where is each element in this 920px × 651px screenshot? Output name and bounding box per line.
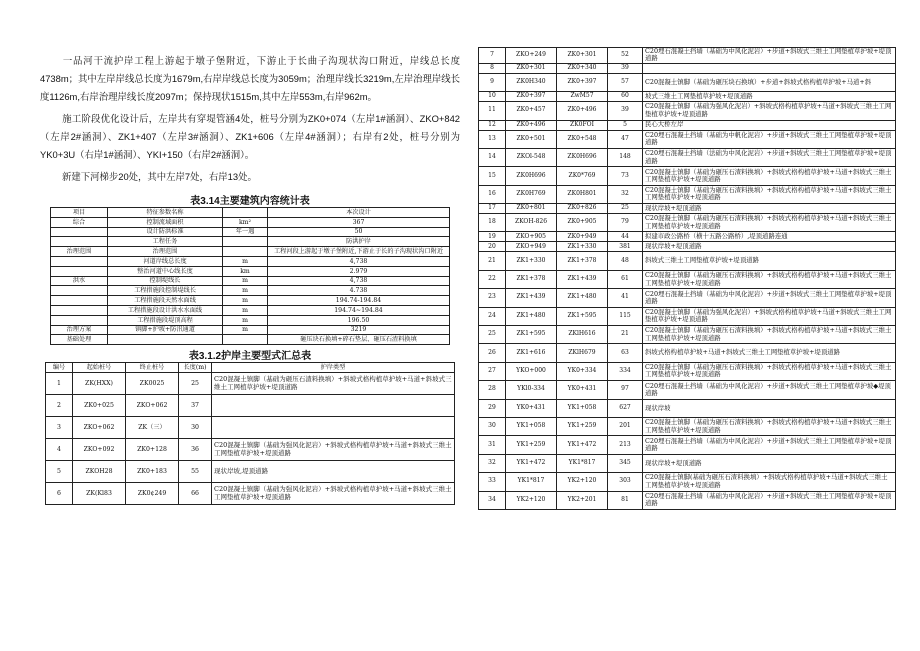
- header-cell: 起始桩号: [73, 363, 126, 373]
- table-cell: 16: [479, 185, 506, 203]
- table-cell: 9: [479, 73, 506, 91]
- table-cell: YK0+334: [557, 362, 608, 380]
- table-cell: ZK1+439: [557, 270, 608, 288]
- table-cell: C20埋石混凝土挡墙（基础为中风化泥岩）+步道+斜坡式三维土工网垫植草护坡+堤顶道路: [643, 436, 896, 454]
- table-cell: 控制流域面积: [108, 217, 223, 227]
- header-cell: 护岸类型: [212, 363, 455, 373]
- table-row: [479, 242, 896, 252]
- table-row: [479, 252, 896, 270]
- header-cell: 特征参数名称: [108, 208, 223, 218]
- table-cell: 39: [608, 63, 643, 73]
- table-cell: ZK1+439: [506, 289, 557, 307]
- table-cell: ZKlH616: [557, 326, 608, 344]
- table-row: [479, 491, 896, 509]
- table-cell: ZKO+092: [73, 439, 126, 461]
- table-cell: ZK0H769: [506, 185, 557, 203]
- table-cell: ZK0+496: [506, 120, 557, 130]
- table-cell: 36: [179, 439, 212, 461]
- table-cell: 7: [479, 48, 506, 64]
- table-cell: 23: [479, 289, 506, 307]
- table-cell: 现状岸坡,堤顶道路: [212, 461, 455, 483]
- table-cell: YK2+120: [557, 473, 608, 491]
- table-cell: ZK0+949: [557, 232, 608, 242]
- table-cell: 4.738: [268, 286, 450, 296]
- table-cell: 381: [608, 242, 643, 252]
- table1-caption: 表3.14主要建筑内容统计表: [190, 196, 310, 207]
- table-cell: ZKO+905: [506, 232, 557, 242]
- table-row: [479, 120, 896, 130]
- table-cell: 201: [608, 417, 643, 435]
- table-cell: ZK0H696: [506, 167, 557, 185]
- table-cell: ZK0H801: [557, 185, 608, 203]
- table-cell: 31: [479, 436, 506, 454]
- table-cell: ZK1+330: [557, 242, 608, 252]
- table-cell: 工程措施段控制堤线长: [108, 286, 223, 296]
- table-cell: km: [223, 266, 268, 276]
- table-row: [46, 373, 455, 395]
- table-cell: 工程任务: [108, 237, 223, 247]
- table-cell: 194.74-194.84: [268, 296, 450, 306]
- table-cell: ZK0+496: [557, 102, 608, 120]
- table-cell: 30: [179, 417, 212, 439]
- table-cell: 334: [608, 362, 643, 380]
- table-cell: C20埋石混凝土挡墙（基础为中风化泥岩）+步道+斜坡式三维土工网垫植草护坡+堤顶道路: [643, 48, 896, 64]
- table-row: [51, 335, 450, 345]
- table-cell: 213: [608, 436, 643, 454]
- table-row: [51, 286, 450, 296]
- table-row: [479, 436, 896, 454]
- table-row: [51, 296, 450, 306]
- table-cell: ZKO+062: [73, 417, 126, 439]
- table-cell: 6: [46, 483, 73, 505]
- table-cell: ZK0+301: [557, 48, 608, 64]
- table-cell: C20混凝土镇脚（基础为砸压石渣料换填）+斜坡式格构植草护坡+马道+斜坡式三维土工网垫植草护坡+堤顶道路: [643, 362, 896, 380]
- table-cell: 治理范围: [108, 247, 223, 257]
- table-row: [51, 227, 450, 237]
- table-cell: 河道岸线总长度: [108, 256, 223, 266]
- table-cell: 345: [608, 454, 643, 472]
- table-cell: 194.74~194.84: [268, 305, 450, 315]
- table-cell: 4: [46, 439, 73, 461]
- table-row: [51, 256, 450, 266]
- table-row: [51, 315, 450, 325]
- table-cell: ZK(HXX): [73, 373, 126, 395]
- table-cell: 民心大桥左岸: [643, 120, 896, 130]
- table-cell: 现状岸坡: [643, 399, 896, 417]
- table-cell: 73: [608, 167, 643, 185]
- table-cell: 治理方案: [51, 325, 108, 335]
- table-cell: 17: [479, 204, 506, 214]
- table-cell: YK0+431: [557, 381, 608, 399]
- table-cell: km²: [223, 217, 268, 227]
- table-cell: 57: [608, 73, 643, 91]
- table-cell: 13: [479, 130, 506, 148]
- table-cell: [51, 286, 108, 296]
- table-cell: ZK0FOI: [557, 120, 608, 130]
- table-row: [479, 204, 896, 214]
- table-cell: C20混凝土镇脚（基础为砸压石渣料换填）+斜坡式格构植草护坡+马道+斜坡式三维土工网垫植草护坡+堤顶道路: [643, 185, 896, 203]
- table-row: [479, 130, 896, 148]
- table-row: [479, 270, 896, 288]
- table-row: [51, 247, 450, 257]
- intro-paragraph-2: [40, 110, 460, 164]
- table-cell: ZK1+330: [506, 252, 557, 270]
- table-row: [479, 102, 896, 120]
- table-cell: 斜坡式格构植草护坡+马道+斜坡式三维土工网垫植草护坡+堤顶道路: [643, 344, 896, 362]
- table-row: [46, 483, 455, 505]
- table-cell: 25: [479, 326, 506, 344]
- table-cell: 21: [479, 252, 506, 270]
- table-cell: 5: [46, 461, 73, 483]
- table-cell: 工程措施段天然水面线: [108, 296, 223, 306]
- table-cell: 4,738: [268, 276, 450, 286]
- table-cell: m: [223, 305, 268, 315]
- table-cell: C20埋石混凝土挡墙（基础为中风化泥岩）+步道+斜坡式三维土工网垫植草护坡◆堤顶道路: [643, 381, 896, 399]
- header-cell: [223, 208, 268, 218]
- table-cell: 19: [479, 232, 506, 242]
- table-row: [479, 289, 896, 307]
- revetment-types-table: [45, 362, 455, 505]
- table-cell: 14: [479, 148, 506, 166]
- table-cell: ZK0+548: [557, 130, 608, 148]
- table-cell: m: [223, 296, 268, 306]
- table-cell: [643, 63, 896, 73]
- table-cell: 48: [608, 252, 643, 270]
- intro-paragraph-3: [40, 168, 460, 186]
- table-cell: ZK0+397: [506, 92, 557, 102]
- table-cell: ZK0+826: [557, 204, 608, 214]
- table-row: [479, 232, 896, 242]
- table-row: [479, 73, 896, 91]
- table-cell: 洪水: [51, 276, 108, 286]
- table-cell: 22: [479, 270, 506, 288]
- table-cell: [223, 237, 268, 247]
- table-cell: 8: [479, 63, 506, 73]
- table-cell: ZK0+183: [126, 461, 179, 483]
- table-cell: ZKO+062: [126, 395, 179, 417]
- table-cell: 24: [479, 307, 506, 325]
- table-cell: ZK0+128: [126, 439, 179, 461]
- table-cell: C20埋石混凝土挡墙（基础为中风化泥岩）+步道+斜坡式三维土工网垫植草护坡+堤顶道路: [643, 491, 896, 509]
- table-cell: C20混凝土镇脚（基础为强风化泥岩）+斜坡式格构植草护坡+马道+斜坡式三维土工网垫植草护坡+堤顶道路: [643, 307, 896, 325]
- table-cell: YKl0-334: [506, 381, 557, 399]
- intro-p1-text: 一品河干流护岸工程上游起于墩子堡附近，下游止于长曲子沟现状沟口附近，岸线总长度4738m；其中左岸岸线总长度为1679m,右岸岸线总长度为3059m；治理岸线长3219m,左岸治理岸线长度1126m,右岸治理岸线长度2097m；保持现状1515m,其中左岸553m,右岸962m。: [40, 55, 460, 102]
- table-cell: 63: [608, 344, 643, 362]
- table-cell: ZK0+025: [73, 395, 126, 417]
- table-cell: [223, 247, 268, 257]
- table-row: [479, 326, 896, 344]
- table-cell: 整治河道中心线长度: [108, 266, 223, 276]
- table-cell: ZK0+457: [506, 102, 557, 120]
- table-cell: m: [223, 286, 268, 296]
- table-cell: ZK0+801: [506, 204, 557, 214]
- table-cell: 镇脚+护坡+防汛通道: [108, 325, 223, 335]
- table-cell: 32: [479, 454, 506, 472]
- table-cell: 37: [179, 395, 212, 417]
- table-cell: [212, 417, 455, 439]
- table-cell: 15: [479, 167, 506, 185]
- table-cell: ZK1+378: [557, 252, 608, 270]
- table-cell: ZK0+340: [557, 63, 608, 73]
- table-cell: 47: [608, 130, 643, 148]
- table-cell: ZK0+905: [557, 214, 608, 232]
- table-cell: 20: [479, 242, 506, 252]
- table-cell: ZK1+378: [506, 270, 557, 288]
- table-cell: C20混凝土镇脚（基础为砸压石渣料换填）+斜坡式格构植草护坡+马道+斜坡式三维土工网垫植草护坡+堤顶道路: [643, 270, 896, 288]
- table-cell: C20混凝土镇脚（基础为强风化泥岩）+斜坡式格构植草护坡+马道+斜坡式三维土工网垫植草护坡+堤顶道路: [212, 439, 455, 461]
- table-row: [479, 185, 896, 203]
- table-cell: ZK1+595: [506, 326, 557, 344]
- table-cell: ZKOH28: [73, 461, 126, 483]
- table-cell: 砸压块石换填+碎石垫层、砸压石渣料换填: [268, 335, 450, 345]
- table-cell: YK1+472: [506, 454, 557, 472]
- table-cell: YK1+058: [557, 399, 608, 417]
- table-cell: 367: [268, 217, 450, 227]
- table-row: [479, 399, 896, 417]
- table-cell: 28: [479, 381, 506, 399]
- header-cell: 本次设计: [268, 208, 450, 218]
- table-cell: [108, 335, 223, 345]
- table-row: [479, 48, 896, 64]
- table-cell: YK1+472: [557, 436, 608, 454]
- table-cell: 控制堤线长: [108, 276, 223, 286]
- table-cell: 21: [608, 326, 643, 344]
- revetment-types-table-continued: [478, 47, 896, 510]
- table-cell: ZK0025: [126, 373, 179, 395]
- table-cell: 25: [179, 373, 212, 395]
- table-cell: ZK（三）: [126, 417, 179, 439]
- table-row: [46, 395, 455, 417]
- intro-paragraph-1: [40, 52, 460, 106]
- table-header-row: [51, 208, 450, 218]
- table-cell: ZKlH679: [557, 344, 608, 362]
- table-cell: C20混凝土镇脚（基础为砸压石渣料换填）+斜坡式格构植草护坡+马道+斜坡式三维土工网垫植草护坡+堤顶道路: [643, 417, 896, 435]
- table-cell: m: [223, 315, 268, 325]
- table-cell: 3219: [268, 325, 450, 335]
- table-cell: 11: [479, 102, 506, 120]
- table-cell: ZK0H696: [557, 148, 608, 166]
- table-cell: ZKO+949: [506, 242, 557, 252]
- table-cell: YK0+431: [506, 399, 557, 417]
- table-cell: 2: [46, 395, 73, 417]
- table-header-row: [46, 363, 455, 373]
- table-cell: 44: [608, 232, 643, 242]
- table-row: [479, 63, 896, 73]
- table-cell: 5: [608, 120, 643, 130]
- table-row: [51, 276, 450, 286]
- table-cell: 基础处理: [51, 335, 108, 345]
- table-cell: C20埋石混凝土挡墙（法础为中风化泥岩）+步道+斜坡式三维土工网垫植草护坡+堤顶道路: [643, 148, 896, 166]
- table-cell: [51, 237, 108, 247]
- table-cell: m: [223, 325, 268, 335]
- table-row: [479, 214, 896, 232]
- table-cell: C20混凝土镇脚（基础为砸压石渣料换填）+斜坡式格构植草护坡+马道+斜坡式三维土工网植草护坡+堤顶道路: [212, 373, 455, 395]
- table-cell: YK1*817: [557, 454, 608, 472]
- table-cell: ZK1+616: [506, 344, 557, 362]
- table-cell: 18: [479, 214, 506, 232]
- table-row: [479, 344, 896, 362]
- table-cell: 52: [608, 48, 643, 64]
- intro-p2-text: 施工阶段优化设计后，左岸共有穿堤管涵4处，桩号分别为ZK0+074（左岸1#涵洞）、ZKO+842（左岸2#涵洞）、ZK1+407（左岸3#涵洞）、ZK1+606（左岸4#涵洞）；右岸有2处，桩号分别为YK0+3U（右岸1#涵洞）、YKI+150（右岸2#涵洞）。: [40, 113, 460, 160]
- table-cell: 30: [479, 417, 506, 435]
- header-cell: 终止桩号: [126, 363, 179, 373]
- table-cell: C20混凝土镇脚（基础为砸压石渣料换填）+斜坡式格构植草护坡+马道+斜坡式三维土工网垫植草护坡+堤顶道路: [643, 214, 896, 232]
- table-cell: YK1+259: [506, 436, 557, 454]
- table-cell: C20混凝土镇脚（基础为强风化泥岩）+斜坡式格构植草护坡+马道+斜坡式三维土工网垫植草护坡+堤顶道路: [643, 102, 896, 120]
- table-cell: 627: [608, 399, 643, 417]
- table-row: [479, 473, 896, 491]
- table-cell: 34: [479, 491, 506, 509]
- table-cell: 防洪护岸: [268, 237, 450, 247]
- table-cell: 3: [46, 417, 73, 439]
- header-cell: 项目: [51, 208, 108, 218]
- table-cell: 综合: [51, 217, 108, 227]
- table-cell: 115: [608, 307, 643, 325]
- table-cell: 29: [479, 399, 506, 417]
- table-cell: 工程措施段堤顶高程: [108, 315, 223, 325]
- table-row: [479, 454, 896, 472]
- table-row: [479, 92, 896, 102]
- table-row: [479, 307, 896, 325]
- table-row: [479, 417, 896, 435]
- table-cell: 303: [608, 473, 643, 491]
- table-cell: 32: [608, 185, 643, 203]
- table-cell: 79: [608, 214, 643, 232]
- table-cell: 55: [179, 461, 212, 483]
- table-cell: 治理范围: [51, 247, 108, 257]
- table-cell: ZK0+301: [506, 63, 557, 73]
- table-cell: 81: [608, 491, 643, 509]
- table-cell: ZK0+501: [506, 130, 557, 148]
- table-cell: ZK1+480: [557, 289, 608, 307]
- table-cell: C20埋石混凝土挡墙（基础为中风化泥岩）+步道+斜坡式三维土工网垫植草护坡+堤顶道路: [643, 289, 896, 307]
- table-row: [51, 237, 450, 247]
- table-cell: 196.50: [268, 315, 450, 325]
- table-cell: ZKOH-826: [506, 214, 557, 232]
- table-row: [479, 381, 896, 399]
- table-cell: 41: [608, 289, 643, 307]
- table-cell: C20混凝土镇脚（基础为强风化泥岩）+斜坡式格构植草护坡+马道+斜坡式三维土工网垫植草护坡+堤顶道路: [212, 483, 455, 505]
- table-cell: 现状岸坡+堤顶道路: [643, 204, 896, 214]
- table-cell: YK1+259: [557, 417, 608, 435]
- table-cell: [212, 395, 455, 417]
- left-column: [40, 52, 460, 505]
- table-cell: YKO+000: [506, 362, 557, 380]
- header-cell: 长度(m): [179, 363, 212, 373]
- construction-stats-table: [50, 207, 450, 345]
- table-cell: ZK1+480: [506, 307, 557, 325]
- table-cell: ZK1+595: [557, 307, 608, 325]
- table-cell: YK1+058: [506, 417, 557, 435]
- table-cell: 50: [268, 227, 450, 237]
- intro-p3-text: 新建下河梯步20处，其中左岸7处，右岸13处。: [62, 171, 257, 182]
- table-cell: m: [223, 276, 268, 286]
- table-cell: ZKO+249: [506, 48, 557, 64]
- table-cell: m: [223, 256, 268, 266]
- table-cell: YK1*817: [506, 473, 557, 491]
- table-row: [51, 217, 450, 227]
- table-cell: 坡式三维土工网垫植草护坡+堤顶道路: [643, 92, 896, 102]
- table-row: [51, 305, 450, 315]
- table-cell: [51, 296, 108, 306]
- table-cell: 148: [608, 148, 643, 166]
- table-cell: [51, 256, 108, 266]
- table-cell: 斜坡式三维土工网垫植草护坡+堤顶道路: [643, 252, 896, 270]
- table-cell: 10: [479, 92, 506, 102]
- table-row: [479, 148, 896, 166]
- table-cell: 4,738: [268, 256, 450, 266]
- table-cell: ZK0¢249: [126, 483, 179, 505]
- table-cell: C20混凝土镇脚（基础为砸压石渣料换填）+斜坡式格构植草护坡+马道+斜坡式三维土工网垫植草护坡+堤顶道路: [643, 326, 896, 344]
- table-cell: 60: [608, 92, 643, 102]
- table-cell: 12: [479, 120, 506, 130]
- table-cell: ZK0+397: [557, 73, 608, 91]
- table-cell: C20混凝土镇脚（基础为砸压块石换填）+步道+斜坡式格构植草护坡+马道+斜: [643, 73, 896, 91]
- table-cell: ZK(Kl83: [73, 483, 126, 505]
- table-cell: C20混凝土镇脚（基础为砸压石渣料换填）+斜坡式格构植草护坡+马道+斜坡式三维土工网垫植草护坡+堤顶道路: [643, 167, 896, 185]
- table-cell: ZK0*769: [557, 167, 608, 185]
- table-cell: [51, 315, 108, 325]
- table-row: [46, 417, 455, 439]
- table-cell: YK2+201: [557, 491, 608, 509]
- table-row: [46, 439, 455, 461]
- table-cell: 工程措施段设计洪水水面线: [108, 305, 223, 315]
- table-row: [479, 362, 896, 380]
- table-cell: 61: [608, 270, 643, 288]
- table-cell: 27: [479, 362, 506, 380]
- table-cell: 设计防洪标准: [108, 227, 223, 237]
- table-cell: 年一遇: [223, 227, 268, 237]
- table2-caption: 表3.1.2护岸主要型式汇总表: [188, 351, 312, 363]
- table-row: [51, 325, 450, 335]
- table-cell: 25: [608, 204, 643, 214]
- table-cell: 现状岸坡+堤顶道路: [643, 454, 896, 472]
- table-cell: ZKOl-548: [506, 148, 557, 166]
- table-row: [479, 167, 896, 185]
- table-cell: C20混凝土镇脚(基础为砸压石渣料换填）+斜坡式格构植草护坡+马道+斜坡式三维土工网垫植草护坡+堤顶道路: [643, 473, 896, 491]
- table-cell: C20埋石混凝土挡墙（基础为中帆化泥岩）+步道+斜坡式三维土工网垫植草护坡+堤顶道路: [643, 130, 896, 148]
- table-cell: 1: [46, 373, 73, 395]
- table-cell: 26: [479, 344, 506, 362]
- table-row: [46, 461, 455, 483]
- table-cell: ZK0H340: [506, 73, 557, 91]
- table-row: [51, 266, 450, 276]
- table-cell: [223, 335, 268, 345]
- table-cell: 拟建市政公路桥（横十五路公路桥）,堤顶道路连通: [643, 232, 896, 242]
- table-cell: 39: [608, 102, 643, 120]
- table-cell: 33: [479, 473, 506, 491]
- table-cell: YK2+120: [506, 491, 557, 509]
- header-cell: 编号: [46, 363, 73, 373]
- table-cell: 97: [608, 381, 643, 399]
- table-cell: 现状岸坡+堤顶道路: [643, 242, 896, 252]
- table-cell: 2.979: [268, 266, 450, 276]
- table-cell: ZwM57: [557, 92, 608, 102]
- table-cell: 66: [179, 483, 212, 505]
- table-cell: [51, 266, 108, 276]
- table-cell: [51, 305, 108, 315]
- table-cell: 工程河段上游起于墩子堡附近,下游止于长的子沟现状沟口附近: [268, 247, 450, 257]
- table-cell: [51, 227, 108, 237]
